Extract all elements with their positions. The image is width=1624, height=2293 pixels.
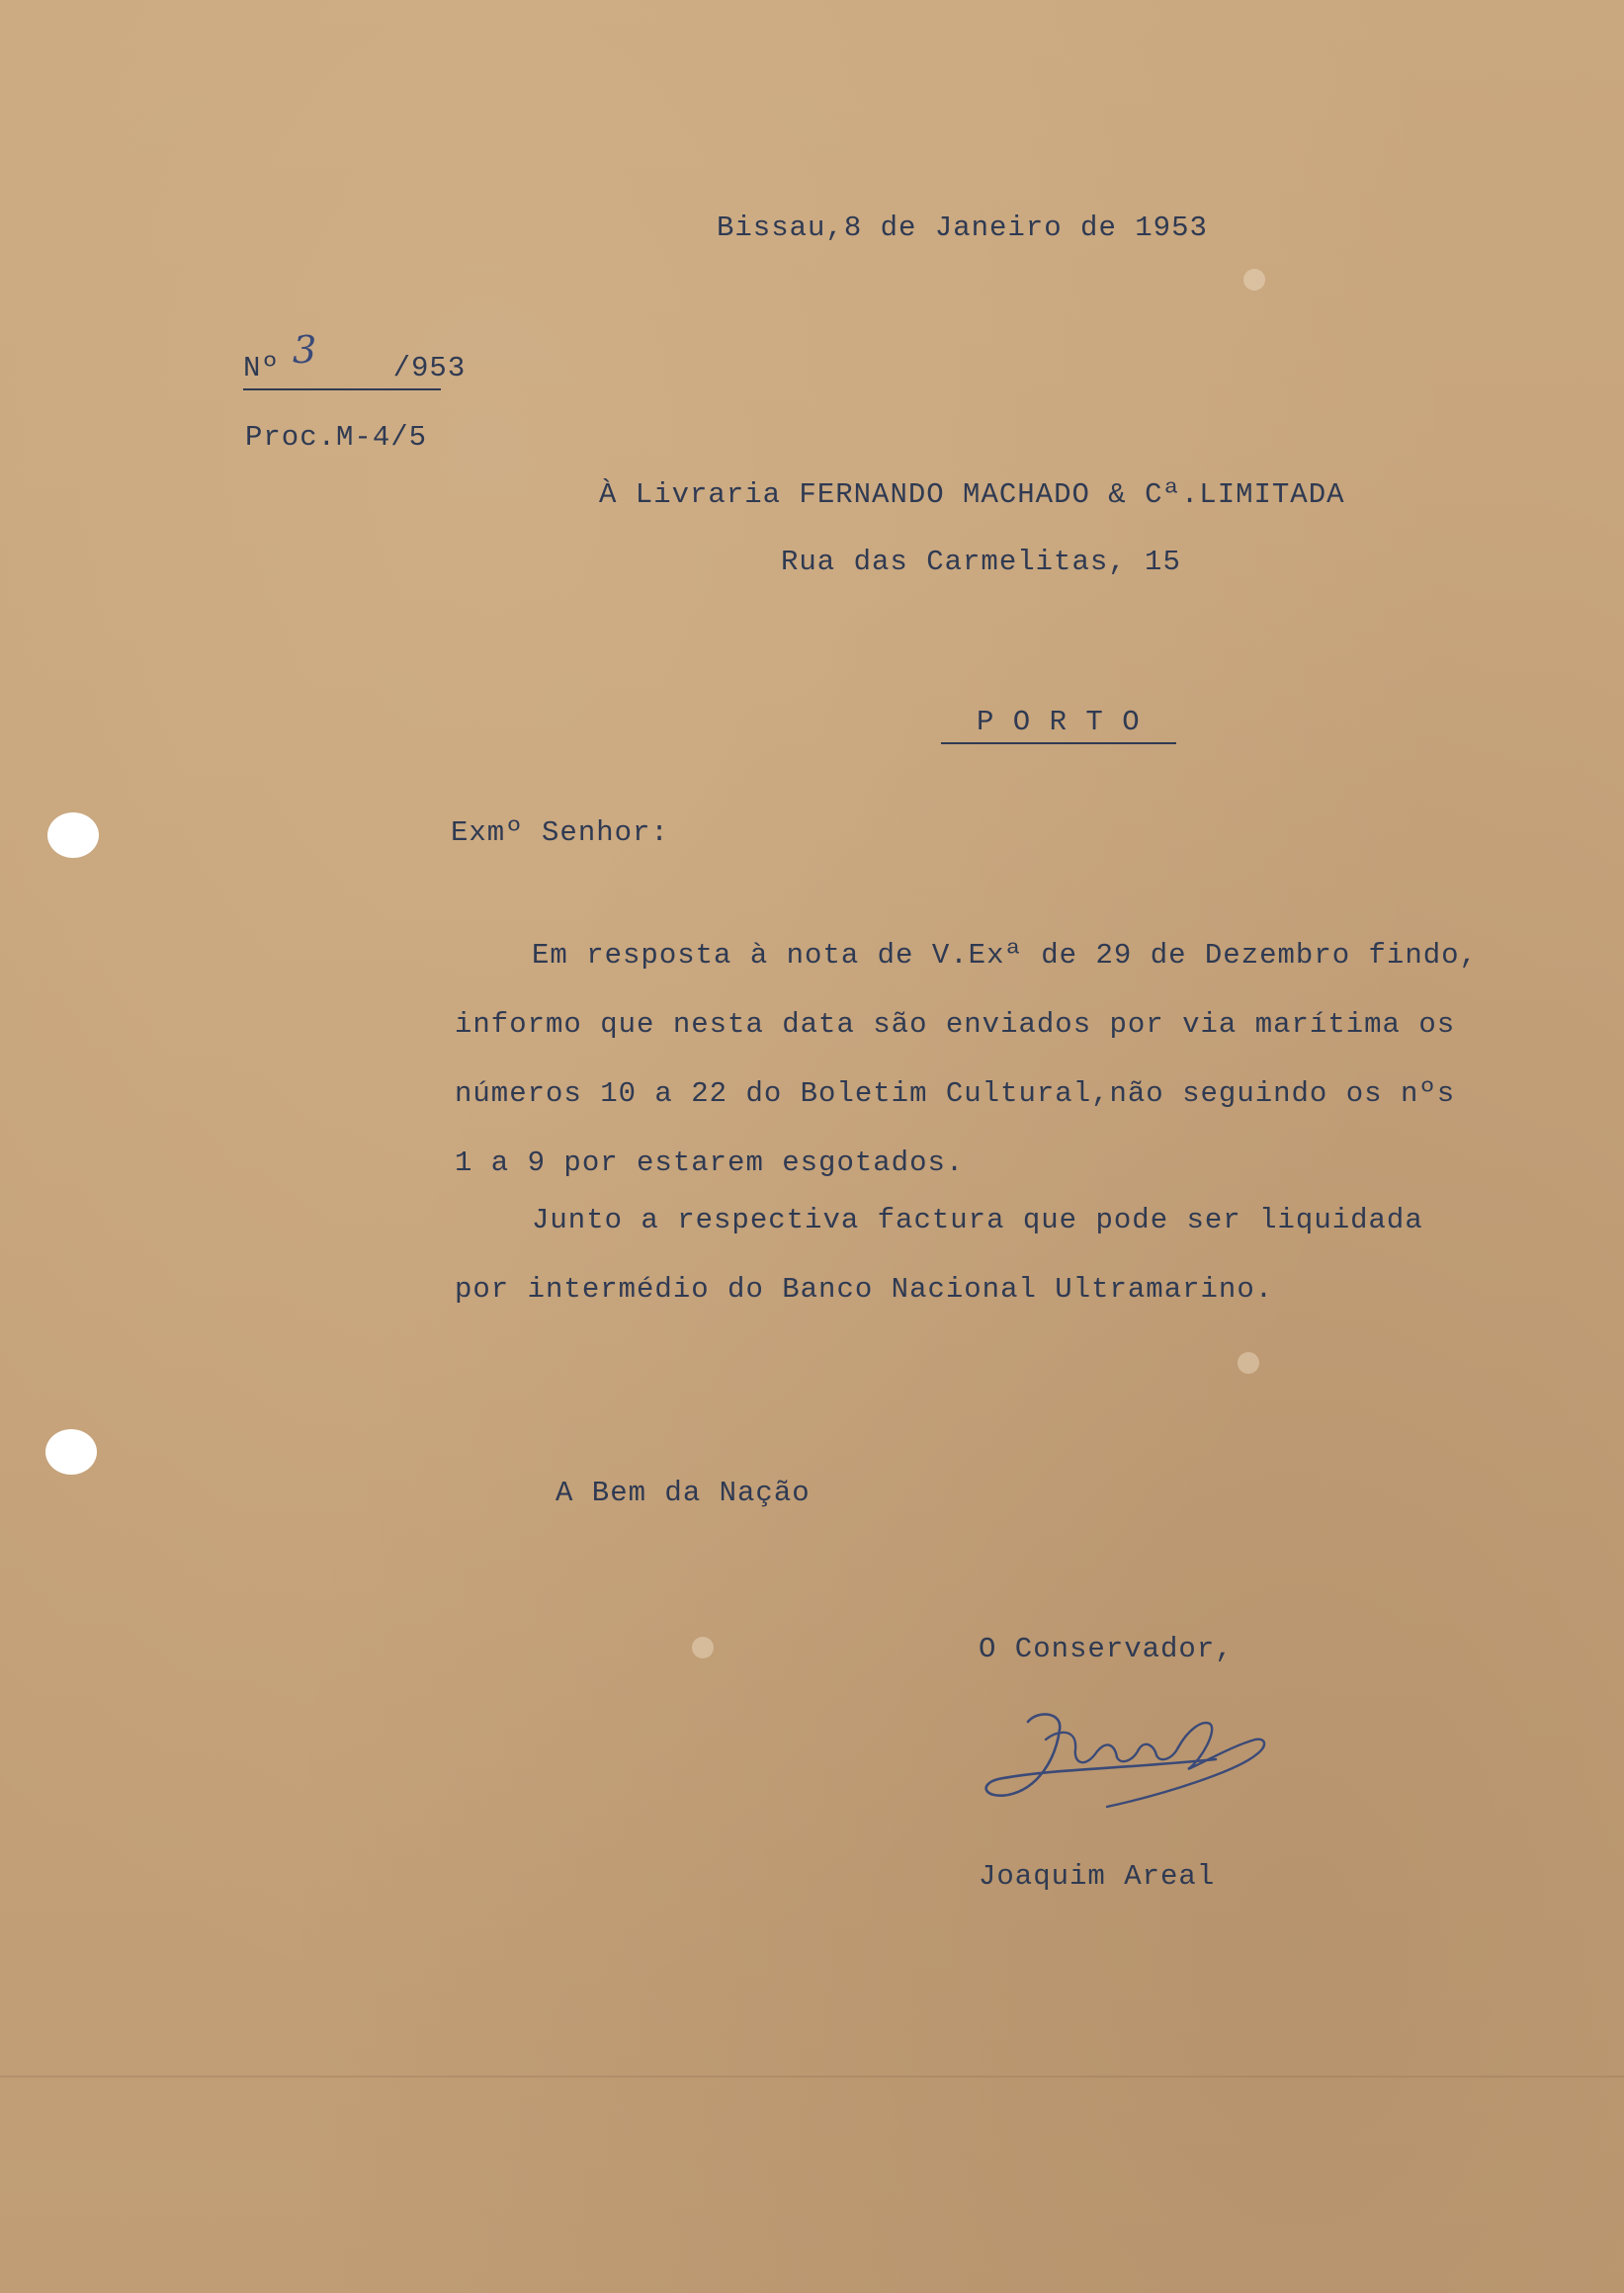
recipient-address: Rua das Carmelitas, 15 <box>781 546 1181 578</box>
punch-hole-top <box>47 812 99 858</box>
closing-formula: A Bem da Nação <box>556 1477 811 1509</box>
signatory-name: Joaquim Areal <box>979 1860 1216 1893</box>
signatory-title: O Conservador, <box>979 1633 1234 1665</box>
process-reference: Proc.M-4/5 <box>245 421 428 454</box>
body-line: 1 a 9 por estarem esgotados. <box>455 1146 965 1179</box>
reference-prefix: Nº <box>243 352 280 384</box>
paper-spot <box>1243 269 1265 291</box>
body-line: números 10 a 22 do Boletim Cultural,não seguindo os nºs <box>455 1077 1456 1110</box>
reference-year: /953 <box>392 352 467 384</box>
recipient-city: P O R T O <box>941 706 1176 744</box>
paper-spot <box>692 1637 714 1658</box>
recipient-name: À Livraria FERNANDO MACHADO & Cª.LIMITADA <box>599 478 1345 511</box>
body-line: Em resposta à nota de V.Exª de 29 de Dezembro findo, <box>532 939 1478 972</box>
handwritten-signature <box>969 1700 1305 1828</box>
body-line: Junto a respectiva factura que pode ser liquidada <box>532 1204 1423 1236</box>
body-line: informo que nesta data são enviados por via marítima os <box>455 1008 1456 1041</box>
paper-spot <box>1238 1352 1259 1374</box>
body-line: por intermédio do Banco Nacional Ultramarino. <box>455 1273 1274 1306</box>
paper-fold <box>0 2076 1624 2078</box>
salutation: Exmº Senhor: <box>451 816 669 849</box>
punch-hole-bottom <box>45 1429 97 1475</box>
reference-number <box>243 352 467 390</box>
place-date: Bissau,8 de Janeiro de 1953 <box>717 212 1208 244</box>
reference-handwritten: 3 <box>293 328 317 372</box>
